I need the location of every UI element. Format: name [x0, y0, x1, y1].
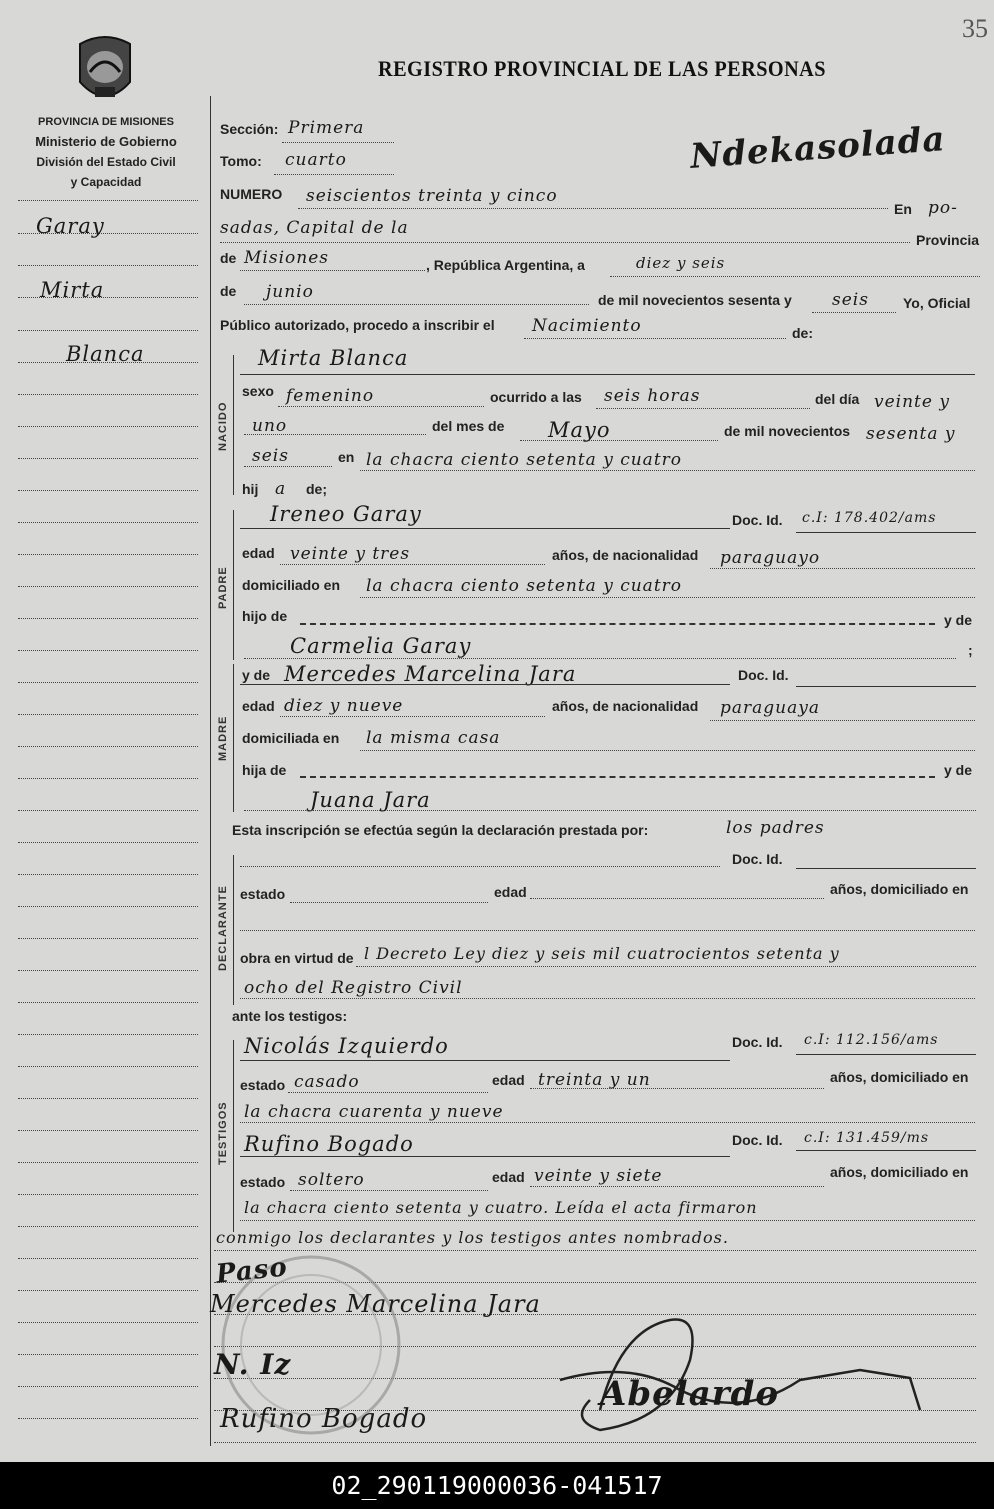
witness1-age: treinta y un	[538, 1070, 651, 1090]
official-signature: Abelardo	[600, 1374, 780, 1414]
hij-de-label: de;	[306, 481, 327, 497]
field-line	[240, 374, 975, 375]
field-line	[240, 270, 425, 271]
birth-year: sesenta y	[866, 424, 956, 444]
section-border	[233, 664, 234, 812]
margin-line	[18, 746, 198, 747]
blank-line	[300, 776, 935, 778]
witness1-anios-label: años, domiciliado en	[830, 1069, 969, 1085]
field-line	[524, 338, 786, 339]
father-edad-label: edad	[242, 545, 275, 561]
field-line	[530, 1088, 824, 1089]
witness1-doc-label: Doc. Id.	[732, 1034, 783, 1050]
paternal-grandmother: Carmelia Garay	[290, 634, 472, 658]
field-line	[280, 716, 545, 717]
margin-line	[18, 1162, 198, 1163]
margin-line	[18, 1354, 198, 1355]
margin-first-name: Mirta	[40, 278, 105, 302]
field-line	[710, 720, 975, 721]
margin-line	[18, 650, 198, 651]
witness2-doc: c.I: 131.459/ms	[804, 1130, 930, 1146]
section-border	[233, 510, 234, 660]
page-number: 35	[962, 14, 988, 43]
de-label: de	[220, 250, 237, 266]
margin-line	[18, 778, 198, 779]
field-line	[610, 276, 980, 277]
hij-suffix: a	[275, 479, 287, 499]
field-line	[244, 466, 332, 467]
act-type: Nacimiento	[532, 316, 642, 336]
field-line	[244, 810, 976, 811]
margin-line	[18, 618, 198, 619]
provincia-value: Misiones	[244, 248, 329, 268]
field-line	[240, 1122, 975, 1123]
witness2-signature: Rufino Bogado	[220, 1404, 428, 1434]
margin-line	[18, 1098, 198, 1099]
margin-line	[18, 714, 198, 715]
witness2-doc-label: Doc. Id.	[732, 1132, 783, 1148]
mother-doc-label: Doc. Id.	[738, 667, 789, 683]
field-line	[796, 1054, 976, 1055]
field-line	[360, 597, 975, 598]
margin-line	[18, 458, 198, 459]
field-line	[290, 1190, 488, 1191]
tomo-label: Tomo:	[220, 153, 262, 169]
de-colon: de:	[792, 325, 813, 341]
field-line	[240, 1220, 975, 1221]
margin-line	[18, 1322, 198, 1323]
field-line	[812, 312, 896, 313]
margin-line	[18, 970, 198, 971]
field-line	[240, 866, 720, 867]
witness2-address: la chacra ciento setenta y cuatro. Leída el acta firmaron	[244, 1198, 758, 1217]
witness2-edad-label: edad	[492, 1169, 525, 1185]
field-line	[240, 930, 975, 931]
maternal-grandmother: Juana Jara	[310, 788, 431, 812]
declarant-estado-label: estado	[240, 886, 286, 902]
field-line	[220, 242, 910, 243]
field-line	[596, 408, 810, 409]
margin-line	[18, 1418, 198, 1419]
field-line	[244, 658, 956, 659]
field-line	[290, 902, 488, 903]
father-y-de-label: y de	[944, 612, 973, 628]
mother-age: diez y nueve	[284, 696, 404, 716]
field-line	[282, 142, 394, 143]
section-label-declarante: DECLARANTE	[217, 885, 229, 971]
section-border	[233, 1040, 234, 1232]
witness1-estado: casado	[294, 1072, 360, 1092]
margin-line	[18, 1002, 198, 1003]
margin-line	[18, 1386, 198, 1387]
mother-nationality: paraguaya	[720, 698, 820, 718]
field-line	[244, 434, 426, 435]
capacity-line: y Capacidad	[70, 175, 142, 189]
margin-line	[18, 682, 198, 683]
witness1-estado-label: estado	[240, 1077, 286, 1093]
mother-nac-label: años, de nacionalidad	[552, 698, 699, 714]
margin-line	[18, 1226, 198, 1227]
declaration-label: Esta inscripción se efectúa según la declaración prestada por:	[232, 822, 649, 838]
publico-label: Público autorizado, procedo a inscribir el	[220, 317, 495, 333]
margin-line	[18, 1258, 198, 1259]
mother-hija-de-label: hija de	[242, 762, 287, 778]
del-mes-label: del mes de	[432, 418, 505, 434]
witness2-estado-label: estado	[240, 1174, 286, 1190]
ministry-name: Ministerio de Gobierno	[35, 134, 177, 149]
field-line	[298, 208, 888, 209]
witness2-name: Rufino Bogado	[244, 1132, 414, 1156]
legal-basis-cont: ocho del Registro Civil	[244, 978, 463, 998]
en-label: En	[894, 201, 912, 217]
field-line	[796, 868, 976, 869]
declarant-edad-label: edad	[494, 884, 527, 900]
mother-signature: Mercedes Marcelina Jara	[210, 1290, 541, 1318]
field-line	[360, 470, 975, 471]
field-line	[280, 564, 545, 565]
margin-line	[18, 265, 198, 266]
witness1-edad-label: edad	[492, 1072, 525, 1088]
sexo-value: femenino	[286, 386, 375, 406]
margin-line	[18, 1066, 198, 1067]
field-line	[244, 304, 589, 305]
field-line	[530, 1186, 824, 1187]
witness2-estado: soltero	[298, 1170, 365, 1190]
province-name: PROVINCIA DE MISIONES	[38, 116, 174, 128]
witness2-age: veinte y siete	[534, 1166, 663, 1186]
mother-y-de-label-2: y de	[944, 762, 973, 778]
blank-line	[300, 623, 935, 625]
numero-value: seiscientos treinta y cinco	[306, 186, 558, 206]
birth-day: veinte y	[874, 392, 950, 412]
field-line	[530, 898, 824, 899]
field-line	[240, 1060, 730, 1061]
margin-second-name: Blanca	[66, 342, 145, 366]
witness1-name: Nicolás Izquierdo	[244, 1034, 449, 1058]
en-value: po-	[928, 198, 958, 218]
field-line	[240, 684, 730, 685]
field-line	[710, 568, 975, 569]
margin-line	[18, 522, 198, 523]
closing-text: conmigo los declarantes y los testigos antes nombrados.	[216, 1228, 729, 1247]
witness1-address: la chacra cuarenta y nueve	[244, 1102, 504, 1122]
field-line	[288, 1092, 488, 1093]
seccion-label: Sección:	[220, 121, 279, 137]
margin-line	[18, 842, 198, 843]
margin-line	[18, 1130, 198, 1131]
birth-place: la chacra ciento setenta y cuatro	[366, 450, 683, 470]
field-line	[240, 528, 730, 529]
field-line	[796, 686, 976, 687]
testigos-intro: ante los testigos:	[232, 1008, 348, 1024]
paso-note: Paso	[214, 1252, 290, 1290]
birth-hour: seis horas	[604, 386, 701, 406]
birth-year-cont: seis	[252, 446, 289, 466]
mil-label: de mil novecientos sesenta y	[598, 292, 792, 308]
tomo-value: cuarto	[285, 150, 347, 170]
en-label-nacido: en	[338, 449, 355, 465]
father-doc: c.I: 178.402/ams	[802, 510, 937, 526]
child-name: Mirta Blanca	[258, 346, 409, 370]
father-doc-label: Doc. Id.	[732, 512, 783, 528]
father-name: Ireneo Garay	[270, 502, 422, 526]
section-border	[233, 355, 234, 495]
registrar-signature-top: Ndekasolada	[688, 119, 947, 177]
margin-line	[18, 200, 198, 201]
margin-line	[18, 1290, 198, 1291]
field-line	[796, 1150, 976, 1151]
field-line	[520, 440, 718, 441]
father-hijo-de-label: hijo de	[242, 608, 288, 624]
ocurrido-label: ocurrido a las	[490, 389, 582, 405]
margin-line	[18, 586, 198, 587]
republica-label: , República Argentina, a	[426, 257, 585, 273]
obra-label: obra en virtud de	[240, 950, 354, 966]
margin-line	[18, 554, 198, 555]
section-border	[233, 855, 234, 1005]
place-line: sadas, Capital de la	[220, 218, 409, 238]
registration-month: junio	[266, 282, 314, 302]
margin-line	[18, 330, 198, 331]
section-label-testigos: TESTIGOS	[217, 1101, 229, 1165]
scan-id: 02_290119000036-041517	[0, 1462, 994, 1509]
margin-line	[18, 906, 198, 907]
birth-day-cont: uno	[252, 416, 288, 436]
registration-day: diez y seis	[636, 254, 726, 272]
birth-month: Mayo	[548, 418, 611, 442]
margin-line	[18, 490, 198, 491]
mil-novecientos-label: de mil novecientos	[724, 423, 851, 439]
margin-line	[18, 938, 198, 939]
margin-line	[18, 394, 198, 395]
field-line	[360, 750, 975, 751]
father-nac-label: años, de nacionalidad	[552, 547, 699, 563]
division-name: División del Estado Civil	[36, 155, 176, 169]
mother-edad-label: edad	[242, 698, 275, 714]
declarant-doc-label: Doc. Id.	[732, 851, 783, 867]
father-age: veinte y tres	[290, 544, 411, 564]
numero-label: NUMERO	[220, 186, 283, 202]
sexo-label: sexo	[242, 383, 274, 399]
legal-basis: l Decreto Ley diez y seis mil cuatrocientos setenta y	[364, 944, 840, 963]
section-label-padre: PADRE	[217, 566, 229, 609]
hij-label: hij	[242, 481, 259, 497]
oficial-label: Yo, Oficial	[903, 295, 971, 311]
field-line	[274, 174, 394, 175]
registration-year-suffix: seis	[832, 290, 869, 310]
margin-line	[18, 874, 198, 875]
margin-surname: Garay	[36, 214, 105, 238]
witness2-anios-label: años, domiciliado en	[830, 1164, 969, 1180]
father-semicolon: ;	[968, 642, 973, 658]
margin-line	[18, 1034, 198, 1035]
declarant-anios-label: años, domiciliado en	[830, 881, 969, 897]
section-label-nacido: NACIDO	[217, 401, 229, 451]
provincia-label: Provincia	[916, 232, 980, 248]
field-line	[796, 532, 976, 533]
mother-dom-label: domiciliada en	[242, 730, 340, 746]
witness1-signature: N. Iz	[214, 1348, 292, 1381]
provincial-crest-icon	[70, 32, 140, 112]
field-line	[278, 406, 484, 407]
seccion-value: Primera	[288, 118, 365, 138]
page-title: REGISTRO PROVINCIAL DE LAS PERSONAS	[378, 56, 826, 81]
mother-address: la misma casa	[366, 728, 501, 748]
field-line	[240, 1156, 730, 1157]
del-dia-label: del día	[815, 391, 860, 407]
margin-line	[18, 1194, 198, 1195]
father-nationality: paraguayo	[720, 548, 821, 568]
mother-name: Mercedes Marcelina Jara	[284, 662, 577, 686]
field-line	[240, 998, 975, 999]
section-label-madre: MADRE	[217, 715, 229, 761]
main-border	[210, 96, 211, 1446]
margin-line	[18, 810, 198, 811]
father-address: la chacra ciento setenta y cuatro	[366, 576, 683, 596]
mother-y-de-label: y de	[242, 667, 271, 683]
witness1-doc: c.I: 112.156/ams	[804, 1032, 939, 1048]
declared-by: los padres	[726, 818, 825, 838]
issuer-block	[10, 112, 202, 192]
field-line	[356, 966, 976, 967]
margin-line	[18, 426, 198, 427]
de-label-2: de	[220, 283, 237, 299]
father-dom-label: domiciliado en	[242, 577, 341, 593]
